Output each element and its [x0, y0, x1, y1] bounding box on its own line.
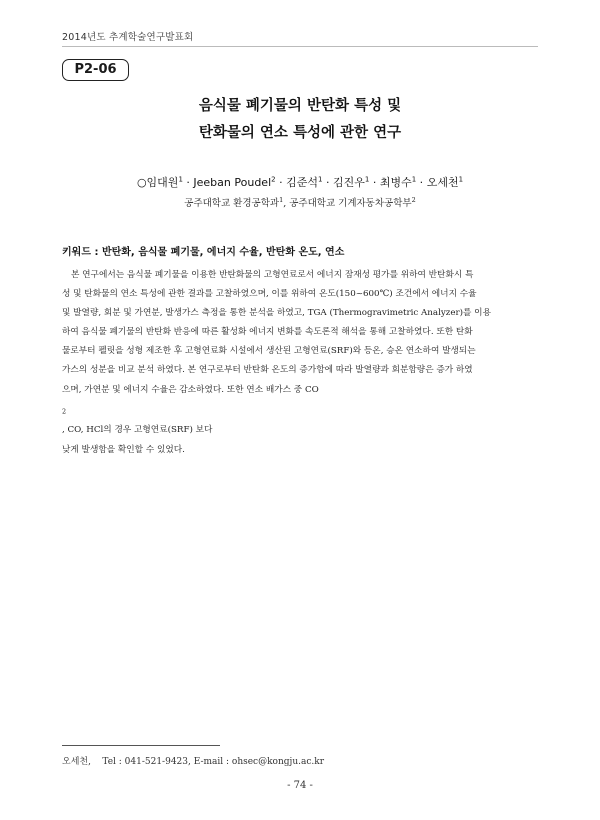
abstract-line: 으며, 가연분 및 에너지 수율은 감소하였다. 또한 연소 배가스 중 CO $_2$ , CO, HCl의 경우 고형연료(SRF) 보다 — [62, 384, 319, 436]
abstract-line: 및 발열량, 회분 및 가연분, 발생가스 측정을 통한 분석을 하였고, TGA (Thermogravimetric Analyzer)를 이용 — [62, 308, 491, 319]
author-list — [60, 174, 540, 190]
author: 최병수$^1$ — [379, 175, 417, 189]
abstract-line: 물로부터 펠릿을 성형 제조한 후 고형연료화 시설에서 생산된 고형연료(SRF)와 등온, 승온 연소하여 발생되는 — [62, 346, 476, 357]
keywords — [62, 243, 344, 258]
affiliation: , 공주대학교 기계자동차공학부 — [283, 198, 412, 209]
author-separator: · — [182, 176, 194, 189]
paper-title-line-1: 음식물 폐기물의 반탄화 특성 및 — [198, 98, 402, 114]
affiliations: 공주대학교 환경공학과$^1$, 공주대학교 기계자동차공학부$^2$ — [184, 195, 416, 209]
footnote-divider — [62, 745, 220, 746]
abstract-line: 본 연구에서는 음식물 폐기물을 이용한 반탄화물의 고형연료로서 에너지 잠재성 평가를 위하여 반탄화시 특 — [71, 270, 474, 280]
author: Jeeban Poudel$^2$ — [193, 175, 276, 189]
keywords-label: 키워드 : — [62, 247, 99, 258]
author: 김진우$^1$ — [332, 175, 370, 189]
author-separator: · — [369, 176, 380, 189]
corresponding-author-footnote: 오세천, Tel : 041-521-9423, E-mail : ohsec@kongju.ac.kr — [62, 757, 325, 767]
abstract-line: 성 및 탄화물의 연소 특성에 관한 결과를 고찰하였으며, 이를 위하여 온도(150~600℃) 조건에서 에너지 수율 — [62, 289, 477, 300]
author-separator: · — [322, 176, 333, 189]
abstract-line: 낮게 발생함을 확인할 수 있었다. — [62, 444, 185, 455]
author: 오세천$^1$ — [426, 175, 464, 189]
page-number: - 74 - — [287, 780, 313, 791]
author-separator: · — [275, 176, 287, 189]
affiliation: 공주대학교 환경공학과 — [184, 198, 280, 209]
keywords-text: 반탄화, 음식물 폐기물, 에너지 수율, 반탄화 온도, 연소 — [101, 247, 345, 258]
paper-title-line-2: 탄화물의 연소 특성에 관한 연구 — [198, 125, 402, 141]
conference-header: 2014년도 추계학술연구발표회 — [62, 32, 194, 43]
author: ○임대원$^1$ — [136, 175, 183, 189]
abstract-line: 가스의 성분을 비교 분석 하였다. 본 연구로부터 반탄화 온도의 증가함에 따라 발열량과 회분함량은 증가 하였 — [62, 365, 473, 376]
abstract-line: 하여 음식물 폐기물의 반탄화 반응에 따른 활성화 에너지 변화를 속도론적 해석을 통해 고찰하였다. 또한 탄화 — [62, 327, 473, 338]
header-divider — [62, 46, 538, 47]
author-separator: · — [416, 176, 427, 189]
abstract-body — [62, 266, 538, 460]
paper-code-badge: P2-06 — [62, 59, 129, 81]
author: 김준석$^1$ — [286, 175, 323, 189]
